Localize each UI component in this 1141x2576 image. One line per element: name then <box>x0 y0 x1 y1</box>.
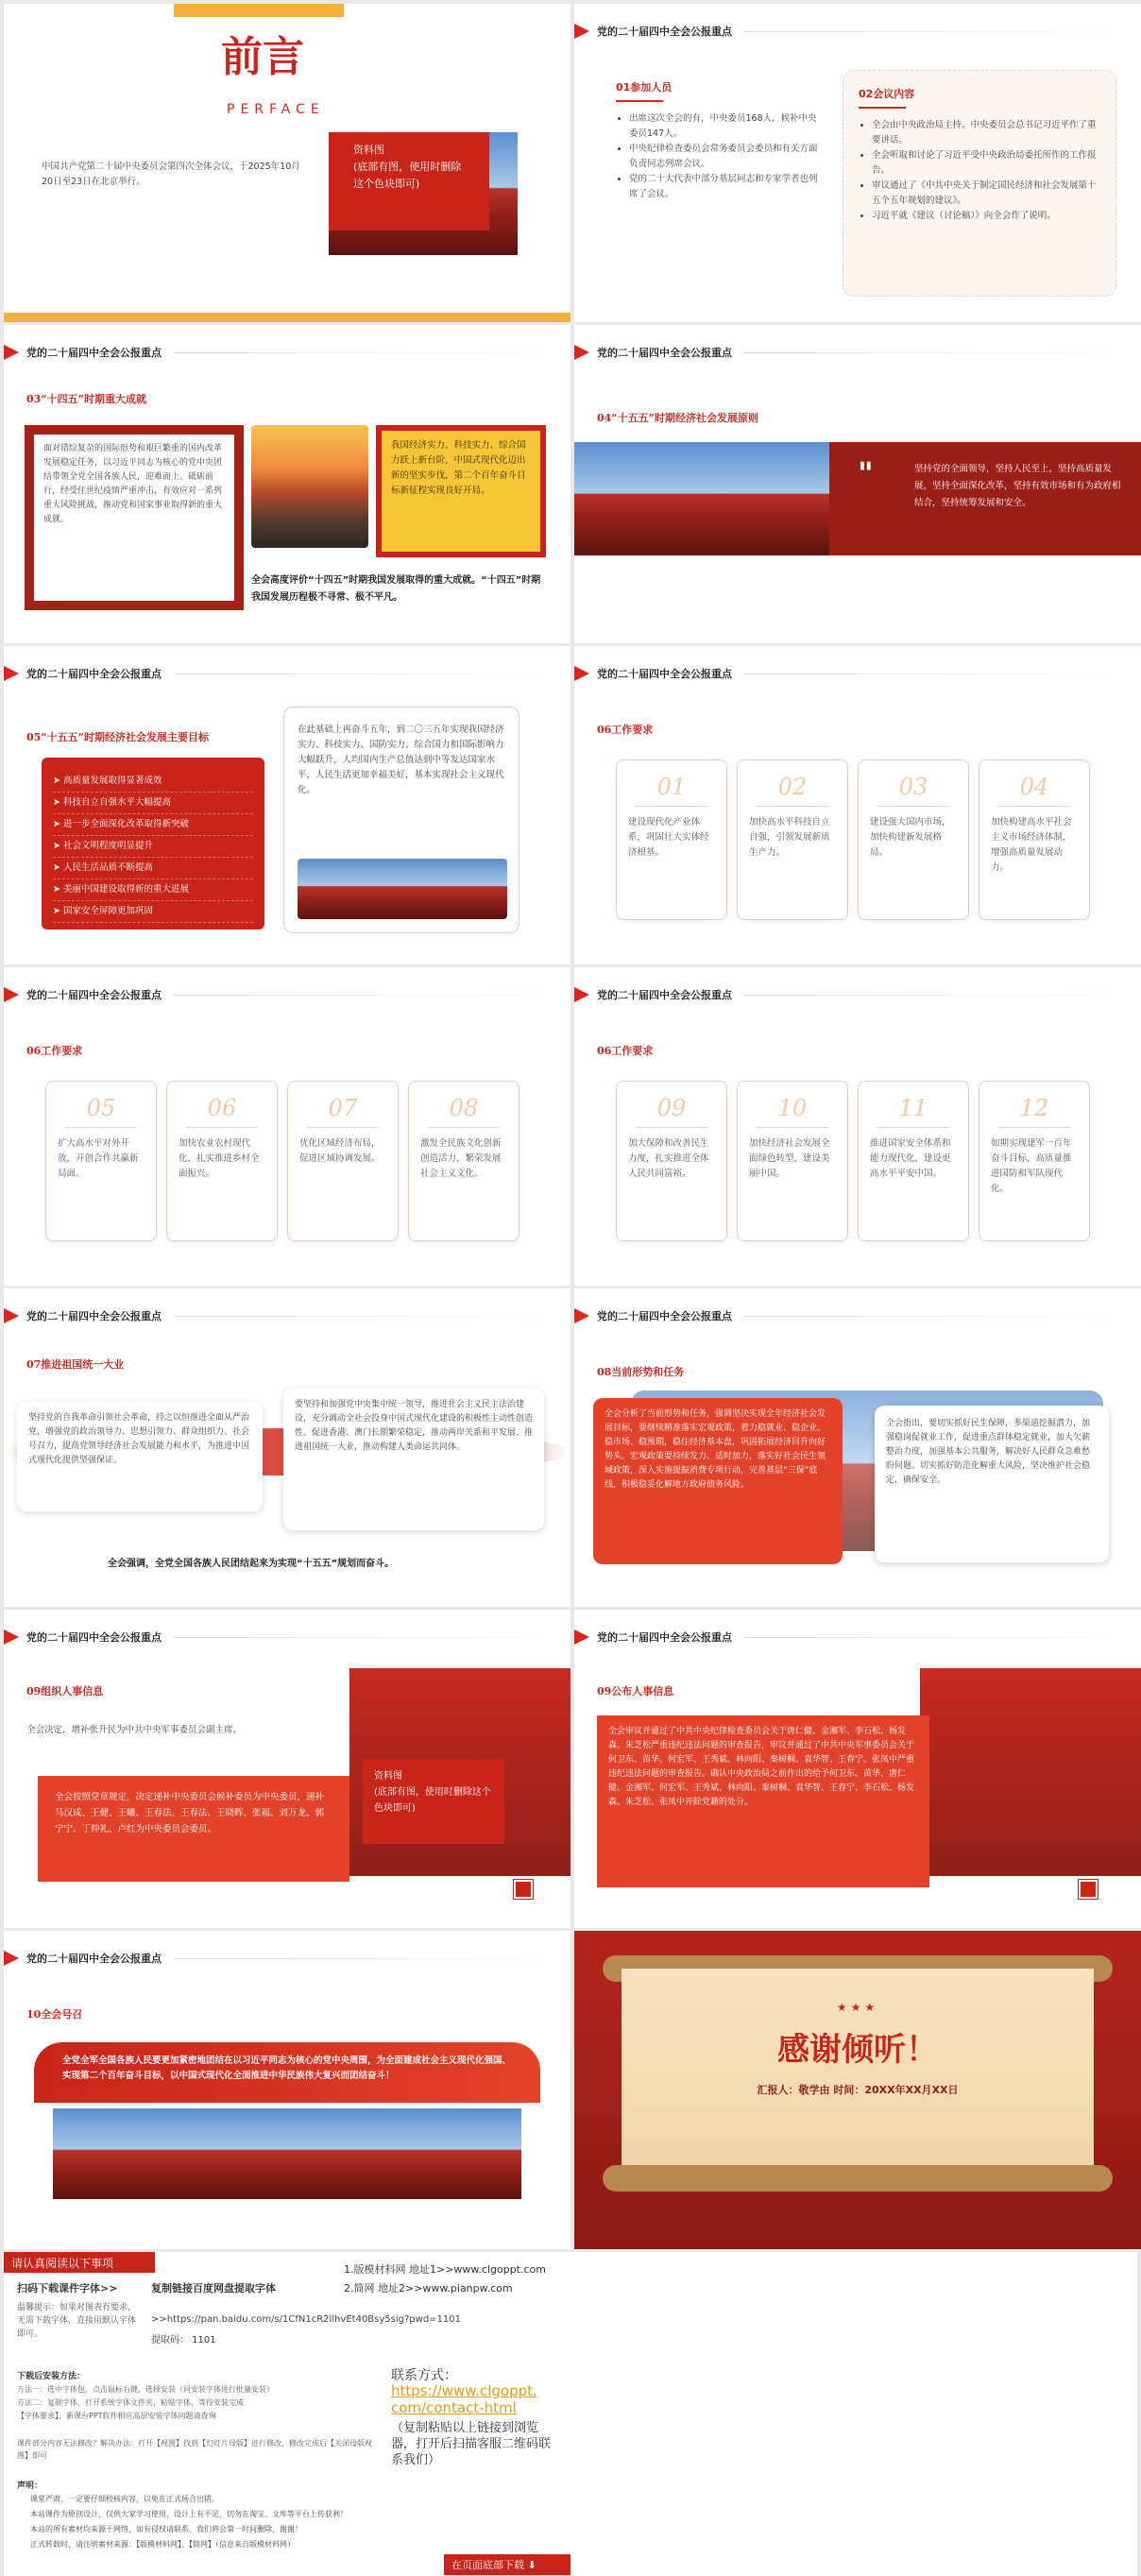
header-title: 党的二十届四中全会公报重点 <box>26 1310 162 1322</box>
goal-item <box>53 793 253 814</box>
section-title: 07推进祖国统一大业 <box>26 1358 125 1371</box>
task-number: 01 <box>656 774 687 800</box>
slide-discipline[interactable] <box>574 1610 1141 1928</box>
reunification-right-card <box>283 1389 544 1530</box>
vision-card <box>283 707 519 933</box>
thanks-title: 感谢倾听！ <box>777 2031 938 2069</box>
task-number: 10 <box>777 1095 808 1121</box>
arrow-icon: ➤ <box>53 841 63 851</box>
slide-principles[interactable] <box>574 325 1141 643</box>
situation-left-box <box>593 1398 843 1564</box>
slide-header <box>574 342 1141 363</box>
arrow-icon: ➤ <box>53 819 63 829</box>
call-banner <box>34 2042 540 2103</box>
goal-label: 国家安全屏障更加巩固 <box>62 906 153 916</box>
task-text: 如期实现建军一百年奋斗目标，高质量推进国防和军队现代化。 <box>991 1138 1072 1194</box>
slide-achievements[interactable] <box>4 325 570 643</box>
meeting-content-title: 02会议内容 <box>859 88 915 100</box>
vision-photo <box>298 859 507 919</box>
header-triangle-icon <box>4 1629 19 1645</box>
discipline-text: 全会审议并通过了中共中央纪律检查委员会关于唐仁健、金湘军、李石松、杨发森、朱芝松严重违纪违法问题的审查报告，审议并通过了中共中央军事委员会关于何卫东、苗华、何宏军、王秀斌、林向阳、秦树桐、袁华智、王春宁、张凤中严重违纪违法问题的审查报告。确认中央政治局之前作出的给予何卫东、苗华、唐仁健、金湘军、何宏军、王秀斌、林向阳、秦树桐、袁华智、王春宁、李石松、杨发森、朱芝松、张凤中开除党籍的处分。 <box>608 1727 915 1807</box>
situation-right-text: 全会指出，要切实抓好民生保障，多渠道挖掘潜力，加强稳岗促就业工作，促进重点群体稳定就业，加大欠薪整治力度，加强基本公共服务，解决好人民群众急难愁盼问题。切实抓好防范化解重大风险，坚决维护社会稳定，确保安全。 <box>886 1419 1091 1485</box>
achievement-right-box <box>376 425 546 557</box>
header-triangle-icon <box>574 987 589 1002</box>
slide-header <box>4 342 570 363</box>
slide-situation[interactable] <box>574 1288 1141 1607</box>
task-card <box>166 1081 278 1241</box>
task-number: 03 <box>898 774 928 800</box>
scroll-paper <box>622 1969 1094 2176</box>
header-title: 党的二十届四中全会公报重点 <box>26 668 162 680</box>
list-item: • 党的二十大代表中部分基层同志和专家学者也列席了会议。 <box>629 172 824 202</box>
goal-item <box>53 901 253 923</box>
situation-right-box <box>875 1406 1109 1562</box>
slide-thanks[interactable] <box>574 1931 1141 2249</box>
goal-label: 人民生活品质不断提高 <box>62 862 153 873</box>
reunification-left-text: 坚持党的自我革命引领社会革命，持之以恒推进全面从严治党，增强党的政治领导力、思想引领力、群众组织力、社会号召力，提高党领导经济社会发展能力和水平，为推进中国式现代化提供坚强保证。 <box>28 1413 250 1465</box>
install-step: 方法二：复制字体，打开系统字体文件夹，粘贴字体，等待安装完成 <box>17 2398 244 2407</box>
baidu-link-url[interactable]: >>https://pan.baidu.com/s/1CfN1cR2llhvEt40Bsy5sig?pwd=1101 <box>151 2314 462 2325</box>
task-number: 06 <box>207 1095 237 1121</box>
goal-label: 进一步全面深化改革取得新突破 <box>62 819 189 829</box>
personnel-top-text: 全会决定，增补张升民为中共中央军事委员会副主席。 <box>26 1725 243 1735</box>
task-number: 11 <box>898 1095 928 1121</box>
slide-header <box>4 1948 570 1969</box>
install-title: 下载后安装方法： <box>17 2372 86 2381</box>
slide-participants[interactable] <box>574 4 1141 322</box>
extract-code: 提取码： 1101 <box>151 2335 216 2346</box>
goals-box <box>42 758 264 930</box>
situation-left-text: 全会分析了当前形势和任务，强调坚决实现全年经济社会发展目标，要继续精准落实宏观政策，着力稳就业、稳企业、稳市场、稳预期，稳住经济基本盘，巩固拓展经济回升向好势头。宏观政策要持续发力、适时加力，落实好社会民生领域政策，深入实施提振消费专项行动，完善基层“三保”底线，积极稳妥化解地方政府债务风险。 <box>605 1409 826 1490</box>
preface-body: 中国共产党第二十届中央委员会第四次全体会议，于2025年10月20日至23日在北京举行。 <box>42 162 300 187</box>
site-link-2[interactable]: 2.简网 地址2>>www.pianpw.com <box>344 2282 513 2295</box>
slide-header <box>574 21 1141 42</box>
list-item: • 中央纪律检查委员会常务委员会委员和有关方面负责同志列席会议。 <box>629 142 824 172</box>
great-wall-photo <box>251 425 368 548</box>
notice-title: 请认真阅读以下事项 <box>4 2252 155 2273</box>
list-item: • 出席这次全会的有，中央委员168人，候补中央委员147人。 <box>629 111 824 142</box>
baidu-link-title: 复制链接百度网盘提取字体 <box>151 2282 276 2295</box>
declaration-item: 正式转载时，请注明素材来源：【版模材料网】、【简网】（信息来自版模材料网） <box>30 2540 295 2549</box>
header-triangle-icon <box>4 345 19 360</box>
slide-call[interactable] <box>4 1931 570 2249</box>
quote-icon: " <box>858 455 874 491</box>
declaration-title: 声明： <box>17 2482 43 2491</box>
arrow-icon: ➤ <box>53 884 63 895</box>
task-text: 加大保障和改善民生力度，扎实推进全体人民共同富裕。 <box>628 1138 709 1179</box>
slide-goals[interactable] <box>4 646 570 964</box>
header-title: 党的二十届四中全会公报重点 <box>597 668 732 680</box>
task-text: 加快高水平科技自立自强，引领发展新质生产力。 <box>749 817 830 858</box>
principles-quote: 坚持党的全面领导，坚持人民至上，坚持高质量发展，坚持全面深化改革，坚持有效市场和有为政府相结合，坚持统筹发展和安全。 <box>914 464 1121 508</box>
task-text: 加快农业农村现代化，扎实推进乡村全面振兴。 <box>179 1138 260 1179</box>
scroll-bottom-rod <box>603 2165 1113 2192</box>
meeting-content-box <box>843 70 1116 297</box>
slide-header <box>4 663 570 684</box>
slide-header <box>574 1305 1141 1326</box>
reunification-caption: 全会强调，全党全国各族人民团结起来为实现“十五五”规划而奋斗。 <box>108 1559 395 1569</box>
task-number: 09 <box>656 1095 687 1121</box>
task-text: 加快经济社会发展全面绿色转型，建设美丽中国。 <box>749 1138 830 1179</box>
section-title: 05“十五五”时期经济社会发展主要目标 <box>26 731 209 743</box>
list-item: • 全会由中央政治局主持。中央委员会总书记习近平作了重要讲话。 <box>872 118 1100 148</box>
hall-photo <box>920 1668 1141 1876</box>
declaration-item: 本站的所有素材均来源于网络，如有侵权请联系，我们将会第一时间删除，谢谢！ <box>30 2525 302 2533</box>
section-title: 09公布人事信息 <box>597 1685 674 1697</box>
slide-tasks-2[interactable] <box>4 967 570 1286</box>
top-decor-bar <box>4 4 570 17</box>
task-card <box>737 759 848 920</box>
header-triangle-icon <box>574 1629 589 1645</box>
slide-header <box>4 1305 570 1326</box>
goal-label: 科技自立自强水平大幅提高 <box>62 797 171 808</box>
download-button[interactable]: 在页面底部下载 ⬇ <box>444 2554 570 2575</box>
goal-label: 社会文明程度明显提升 <box>62 841 153 851</box>
header-title: 党的二十届四中全会公报重点 <box>597 989 732 1001</box>
vision-text: 在此基础上再奋斗五年，到二〇三五年实现我国经济实力、科技实力、国防实力、综合国力和国际影响力大幅跃升，人均国内生产总值达到中等发达国家水平，人民生活更加幸福美好，基本实现社会主义现代化。 <box>298 725 504 795</box>
participants-box <box>616 79 824 287</box>
bottom-bar <box>4 313 570 322</box>
thanks-meta: 汇报人：敬学由 时间：20XX年XX月XX日 <box>757 2084 959 2096</box>
header-triangle-icon <box>4 666 19 681</box>
contact-link[interactable]: https://www.clgoppt.com/contact-html <box>391 2382 537 2416</box>
goal-item <box>53 879 253 901</box>
task-card <box>737 1081 848 1241</box>
personnel-box <box>38 1776 349 1882</box>
goal-label: 高质量发展取得显著成效 <box>62 776 162 786</box>
task-number: 04 <box>1019 774 1049 800</box>
header-triangle-icon <box>4 987 19 1002</box>
task-card <box>45 1081 157 1241</box>
section-title: 10全会号召 <box>26 2008 83 2021</box>
corner-square-icon <box>514 1880 533 1899</box>
list-item: • 习近平就《建议（讨论稿）》向全会作了说明。 <box>872 209 1100 224</box>
arrow-icon: ➤ <box>53 906 63 916</box>
download-notice <box>4 2252 1137 2576</box>
achievement-caption: 全会高度评价“十四五”时期我国发展取得的重大成就。“十四五”时期我国发展历程极不寻常、极不平凡。 <box>251 575 541 603</box>
task-number: 12 <box>1019 1095 1049 1121</box>
header-title: 党的二十届四中全会公报重点 <box>26 347 162 359</box>
task-text: 扩大高水平对外开放，开创合作共赢新局面。 <box>58 1138 139 1179</box>
task-card <box>287 1081 399 1241</box>
task-number: 08 <box>449 1095 479 1121</box>
header-triangle-icon <box>574 666 589 681</box>
task-number: 02 <box>777 774 808 800</box>
header-title: 党的二十届四中全会公报重点 <box>26 989 162 1001</box>
task-number: 05 <box>86 1095 116 1121</box>
achievement-left-box <box>25 425 244 610</box>
task-text: 推进国家安全体系和能力现代化，建设更高水平平安中国。 <box>870 1138 951 1179</box>
font-desc: 温馨提示：如果对图表有要求，无需下载字体，直接用默认字体即可。 <box>17 2303 137 2339</box>
slide-header <box>574 984 1141 1005</box>
section-title: 06工作要求 <box>26 1045 83 1057</box>
meeting-content-list <box>859 118 1100 224</box>
list-item: • 全会听取和讨论了习近平受中央政治局委托所作的工作报告。 <box>872 148 1100 179</box>
task-text: 加快构建高水平社会主义市场经济体制，增强高质量发展动力。 <box>991 817 1072 873</box>
task-text: 优化区域经济布局，促进区域协调发展。 <box>299 1138 381 1164</box>
section-title: 04“十五五”时期经济社会发展原则 <box>597 412 758 424</box>
slide-header <box>4 1627 570 1647</box>
preface-subtitle: PERFACE <box>227 102 325 117</box>
slide-personnel[interactable] <box>4 1610 570 1928</box>
goals-list <box>53 771 253 923</box>
arrow-icon: ➤ <box>53 776 63 786</box>
section-title: 09组织人事信息 <box>26 1685 104 1697</box>
goal-item <box>53 836 253 858</box>
section-title: 06工作要求 <box>597 1045 654 1057</box>
discipline-box <box>597 1715 929 1887</box>
section-title: 08当前形势和任务 <box>597 1366 685 1378</box>
declaration-item: 本站课件为原创设计，仅供大家学习使用，设计上有不足，切勿在淘宝、文库等平台上传获利！ <box>30 2510 348 2518</box>
install-step: 【字体要求】、新课台PPT软件相应高层安装字体问题请查询 <box>17 2412 216 2420</box>
slide-reunification[interactable] <box>4 1288 570 1607</box>
task-text: 激发全民族文化创新创造活力，繁荣发展社会主义文化。 <box>420 1138 502 1179</box>
task-card <box>858 759 969 920</box>
header-title: 党的二十届四中全会公报重点 <box>597 1631 732 1644</box>
header-triangle-icon <box>4 1951 19 1966</box>
placeholder-box[interactable]: 资料图 (底部有图，使用时删除这个色块即可) <box>363 1759 504 1844</box>
task-text: 建设强大国内市场，加快构建新发展格局。 <box>870 817 951 858</box>
corner-square-icon <box>1079 1880 1098 1899</box>
header-title: 党的二十届四中全会公报重点 <box>597 347 732 359</box>
header-title: 党的二十届四中全会公报重点 <box>597 1310 732 1322</box>
task-number: 07 <box>328 1095 358 1121</box>
task-card <box>858 1081 969 1241</box>
slide-header <box>574 663 1141 684</box>
task-card <box>616 1081 727 1241</box>
slide-header <box>574 1627 1141 1647</box>
goal-label: 美丽中国建设取得新的重大进展 <box>62 884 189 895</box>
install-step: 方法一：选中字体包，点击鼠标右键，选择安装（同安装字体进行批量安装） <box>17 2385 274 2394</box>
stars-icon: ★★★ <box>836 2001 879 2014</box>
goal-item <box>53 771 253 793</box>
task-card <box>616 759 727 920</box>
reunification-right-text: 要坚持和加强党中央集中统一领导，推进社会主义民主法治建设，充分调动全社会投身中国式现代化建设的积极性主动性创造性。促进香港、澳门长期繁荣稳定，推动两岸关系和平发展、推进祖国统一大业，推动构建人类命运共同体。 <box>295 1400 534 1452</box>
participants-list <box>616 111 824 202</box>
site-link-1[interactable]: 1.版模材料网 地址1>>www.clgoppt.com <box>344 2263 546 2276</box>
task-card <box>979 1081 1090 1241</box>
header-triangle-icon <box>4 1308 19 1323</box>
preface-title: 前言 <box>221 33 304 81</box>
slide-header <box>4 984 570 1005</box>
arrow-icon: ➤ <box>53 862 63 873</box>
declaration-item: 课堂严肃，一定要仔细校核内容，以免在正式场合出错。 <box>30 2495 219 2503</box>
section-title: 06工作要求 <box>597 724 654 736</box>
achievement-right-text: 我国经济实力、科技实力、综合国力跃上新台阶，中国式现代化迈出新的坚实步伐，第二个百年奋斗目标新征程实现良好开局。 <box>382 431 540 552</box>
goal-item <box>53 814 253 836</box>
font-download-link[interactable]: 扫码下载课件字体>> <box>17 2282 118 2295</box>
personnel-box-text: 全会按照党章规定，决定递补中央委员会候补委员为中央委员，递补马汉成、王健、王曦、王春法、王春法、王晓晖、张福、刘万龙、郭宁宁、丁仲礼、卢红为中央委员会委员。 <box>55 1792 325 1834</box>
achievement-left-text: 面对错综复杂的国际形势和艰巨繁重的国内改革发展稳定任务，以习近平同志为核心的党中央团结带领全党全国各族人民，迎难而上、砥砺前行，经受住世纪疫情严重冲击，有效应对一系列重大风险挑战，推动党和国家事业取得新的重大成就。 <box>34 435 234 601</box>
slide-tasks-3[interactable] <box>574 967 1141 1286</box>
task-card <box>408 1081 519 1241</box>
edit-tip: 课件部分内容无法修改？解决办法：打开【视图】找到【幻灯片母版】进行修改，修改完成后【关闭母版视图】即可 <box>17 2439 372 2460</box>
header-triangle-icon <box>574 24 589 39</box>
slide-tasks-1[interactable] <box>574 646 1141 964</box>
header-triangle-icon <box>574 1308 589 1323</box>
call-text: 全党全军全国各族人民要更加紧密地团结在以习近平同志为核心的党中央周围，为全面建成社会主义现代化强国、实现第二个百年奋斗目标，以中国式现代化全面推进中华民族伟大复兴而团结奋斗！ <box>62 2056 512 2081</box>
list-item: • 审议通过了《中共中央关于制定国民经济和社会发展第十五个五年规划的建议》。 <box>872 179 1100 209</box>
section-title: 03“十四五”时期重大成就 <box>26 393 146 405</box>
contact-label: 联系方式： <box>391 2368 457 2383</box>
placeholder-box[interactable]: 资料图 (底部有图，使用时删除这个色块即可) <box>329 132 489 230</box>
forbidden-city-photo <box>53 2108 521 2199</box>
participants-title: 01参加人员 <box>616 81 673 94</box>
header-triangle-icon <box>574 345 589 360</box>
palace-roof-photo <box>574 442 829 555</box>
header-title: 党的二十届四中全会公报重点 <box>26 1631 162 1644</box>
header-title: 党的二十届四中全会公报重点 <box>26 1953 162 1965</box>
task-text: 建设现代化产业体系，巩固壮大实体经济根基。 <box>628 817 709 858</box>
goal-item <box>53 858 253 879</box>
task-card <box>979 759 1090 920</box>
reunification-left-card <box>17 1402 263 1511</box>
slide-preface[interactable] <box>4 4 570 322</box>
arrow-icon: ➤ <box>53 797 63 808</box>
contact-desc: （复制粘贴以上链接到浏览器，打开后扫描客服二维码联系我们） <box>391 2421 552 2467</box>
header-title: 党的二十届四中全会公报重点 <box>597 26 732 38</box>
